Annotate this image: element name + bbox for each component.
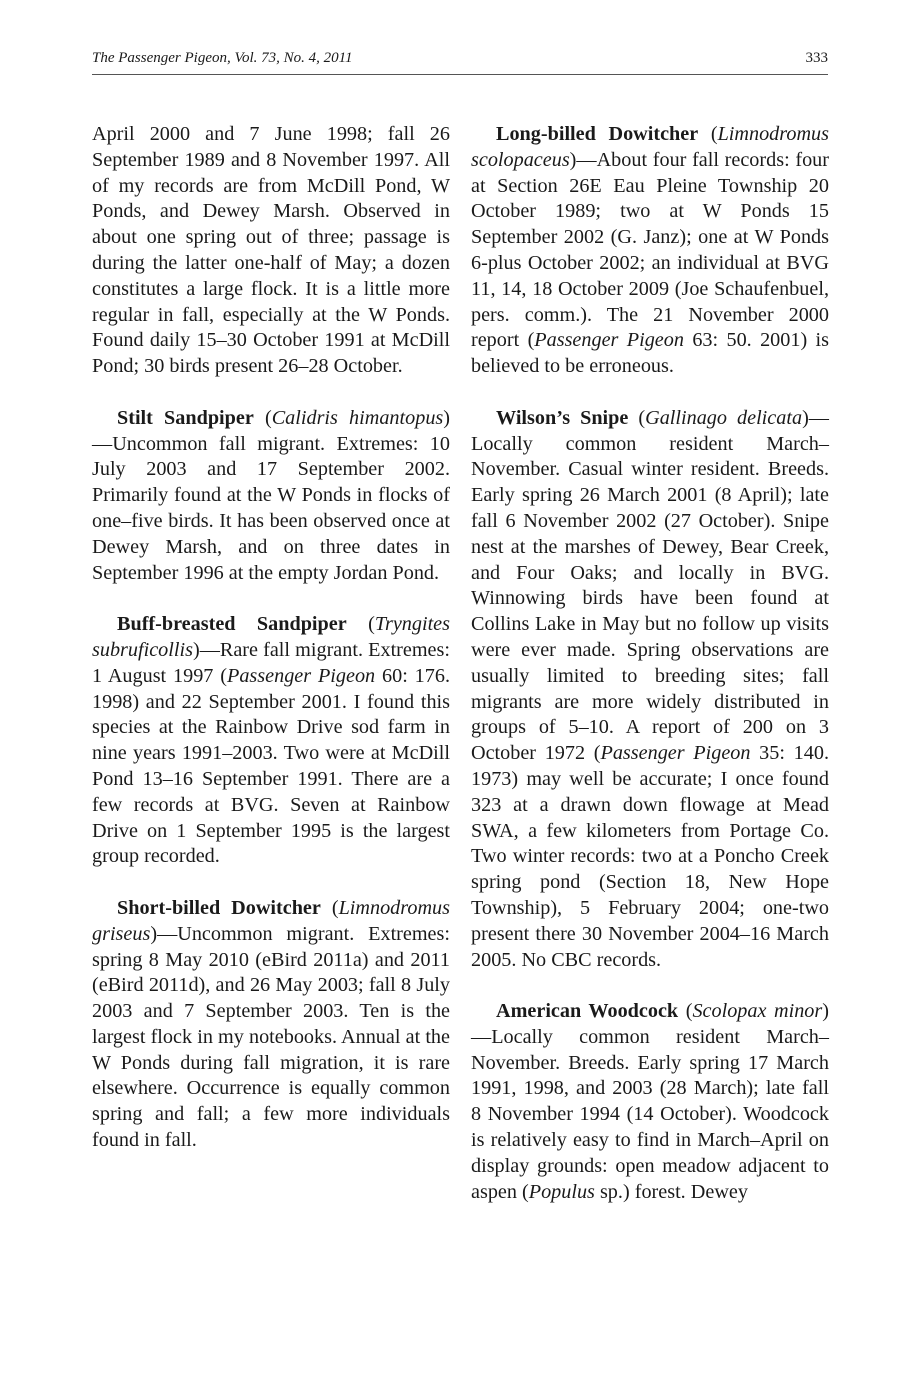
scientific-name: Limnodromus griseus (92, 896, 450, 945)
journal-citation: Passenger Pigeon (534, 329, 684, 352)
species-text: 60: 176. 1998) and 22 September 2001. I found this species at the Rainbow Drive sod farm in nine years 1991–2003. Two were at McDill Pond 13–16 September 1991. There are a few records at BVG. Seven at Rainbow Drive on 1 September 1995 is the largest group recorded. (92, 664, 451, 868)
species-text: —About four fall records: four at Section 26E Eau Pleine Township 20 October 1989; two at W Ponds 15 September 2002 (G. Janz); one at W Ponds 6-plus October 2002; an individual at BVG 11, 14, 18 October 2009 (Joe Schaufenbuel, pers. comm.). The 21 November 2000 report ( (471, 148, 829, 352)
journal-citation: Passenger Pigeon (600, 742, 751, 765)
running-header (92, 50, 828, 75)
species-entry-short-billed-dowitcher: Short-billed Dowitcher (Limnodromus griseus)—Uncommon migrant. Extremes: spring 8 May 2010 (eBird 2011a) and 2011 (eBird 2011d), and 26 May 2003; fall 8 July 2003 and 7 September 2003. Ten is the largest flock in my notebooks. Annual at the W Ponds during fall migration, it is rare elsewhere. Occurrence is equally common spring and fall; a few more individuals found in fall. (92, 896, 450, 1152)
continued-paragraph: April 2000 and 7 June 1998; fall 26 September 1989 and 8 November 1997. All of my records are from McDill Pond, W Ponds, and Dewey Marsh. Observed in about one spring out of three; passage is during the latter one-half of May; a dozen constitutes a large flock. It is a little more regular in fall, especially at the W Ponds. Found daily 15–30 October 1991 at McDill Pond; 30 birds present 26–28 October. (92, 123, 450, 378)
journal-title: The Passenger Pigeon, Vol. 73, No. 4, 2011 (92, 50, 353, 66)
species-text: —Locally common resident March–November. Breeds. Early spring 17 March 1991, 1998, and 2003 (28 March); late fall 8 November 1994 (14 October). Woodcock is relatively easy to find in March–April on display grounds: open meadow adjacent to aspen ( (471, 1025, 829, 1203)
species-entry-wilsons-snipe: Wilson’s Snipe (Gallinago delicata)—Locally common resident March–November. Casual winter resident. Breeds. Early spring 26 March 2001 (8 April); late fall 6 November 2002 (27 October). Snipe nest at the marshes of Dewey, Bear Creek, and Four Oaks; and locally in BVG. Winnowing birds have been found at Collins Lake in May but no follow up visits were ever made. Spring observations are usually limited to breeding sites; fall migrants are more widely distributed in groups of 5–10. A report of 200 on 3 October 1972 (Passenger Pigeon 35: 140. 1973) may well be accurate; I once found 323 at a drawn down flowage at Mead SWA, a few kilometers from Portage Co. Two winter records: two at a Poncho Creek spring pond (Section 18, New Hope Township), 5 February 2004; one-two present there 30 November 2004–16 March 2005. No CBC records. (471, 406, 829, 971)
species-name: American Woodcock (496, 1000, 679, 1023)
species-name: Short-billed Dowitcher (117, 896, 321, 919)
species-text: —Uncommon migrant. Extremes: spring 8 May 2010 (eBird 2011a) and 2011 (eBird 2011d), and 26 May 2003; fall 8 July 2003 and 7 September 2003. Ten is the largest flock in my notebooks. Annual at the W Ponds during fall migration, it is rare elsewhere. Occurrence is equally common spring and fall; a few more individuals found in fall. (92, 922, 450, 1152)
genus-name: Populus (528, 1180, 595, 1203)
right-column (471, 122, 829, 1231)
scientific-name: Gallinago delicata (645, 406, 803, 429)
species-entry-buff-breasted-sandpiper: Buff-breasted Sandpiper (Tryngites subruficollis)—Rare fall migrant. Extremes: 1 August 1997 (Passenger Pigeon 60: 176. 1998) and 22 September 2001. I found this species at the Rainbow Drive sod farm in nine years 1991–2003. Two were at McDill Pond 13–16 September 1991. There are a few records at BVG. Seven at Rainbow Drive on 1 September 1995 is the largest group recorded. (92, 613, 451, 868)
species-text: —Uncommon fall migrant. Extremes: 10 July 2003 and 17 September 2002. Primarily found at the W Ponds in flocks of one–five birds. It has been observed once at Dewey Marsh, and on three dates in September 1996 at the empty Jordan Pond. (92, 432, 450, 584)
species-text: 63: 50. 2001) is believed to be erroneous. (471, 329, 829, 378)
species-text: sp.) forest. Dewey (594, 1180, 748, 1203)
species-name: Long-billed Dowitcher (496, 123, 699, 145)
species-text: —Rare fall migrant. Extremes: 1 August 1997 ( (92, 638, 450, 687)
species-text: 35: 140. 1973) may well be accurate; I once found 323 at a drawn down flowage at Mead SWA, a few kilometers from Portage Co. Two winter records: two at a Poncho Creek spring pond (Section 18, New Hope Township), 5 February 2004; one-two present there 30 November 2004–16 March 2005. No CBC records. (471, 742, 829, 971)
left-column (92, 122, 450, 1180)
scientific-name: Calidris himantopus (271, 406, 444, 429)
species-name: Buff-breasted Sandpiper (117, 613, 347, 636)
species-text: —Locally common resident March–November. Casual winter resident. Breeds. Early spring 26 March 2001 (8 April); late fall 6 November 2002 (27 October). Snipe nest at the marshes of Dewey, Bear Creek, and Four Oaks; and locally in BVG. Winnowing birds have been found at Collins Lake in May but no follow up visits were ever made. Spring observations are usually limited to breeding sites; fall migrants are more widely distributed in groups of 5–10. A report of 200 on 3 October 1972 ( (471, 406, 829, 765)
scientific-name: Limnodromus scolopaceus (471, 123, 829, 171)
species-entry-stilt-sandpiper: Stilt Sandpiper (Calidris himantopus)—Uncommon fall migrant. Extremes: 10 July 2003 and 17 September 2002. Primarily found at the W Ponds in flocks of one–five birds. It has been observed once at Dewey Marsh, and on three dates in September 1996 at the empty Jordan Pond. (92, 406, 450, 584)
scientific-name: Tryngites subruficollis (92, 613, 450, 661)
species-entry-american-woodcock: American Woodcock (Scolopax minor)—Locally common resident March–November. Breeds. Early spring 17 March 1991, 1998, and 2003 (28 March); late fall 8 November 1994 (14 October). Woodcock is relatively easy to find in March–April on display grounds: open meadow adjacent to aspen (Populus sp.) forest. Dewey (471, 1000, 829, 1203)
journal-citation: Passenger Pigeon (227, 664, 376, 687)
page-number: 333 (805, 50, 828, 66)
species-name: Wilson’s Snipe (496, 406, 629, 429)
scientific-name: Scolopax minor (692, 1000, 823, 1023)
species-name: Stilt Sandpiper (117, 406, 254, 429)
species-entry-long-billed-dowitcher: Long-billed Dowitcher (Limnodromus scolopaceus)—About four fall records: four at Section 26E Eau Pleine Township 20 October 1989; two at W Ponds 15 September 2002 (G. Janz); one at W Ponds 6-plus October 2002; an individual at BVG 11, 14, 18 October 2009 (Joe Schaufenbuel, pers. comm.). The 21 November 2000 report (Passenger Pigeon 63: 50. 2001) is believed to be erroneous. (471, 123, 829, 378)
